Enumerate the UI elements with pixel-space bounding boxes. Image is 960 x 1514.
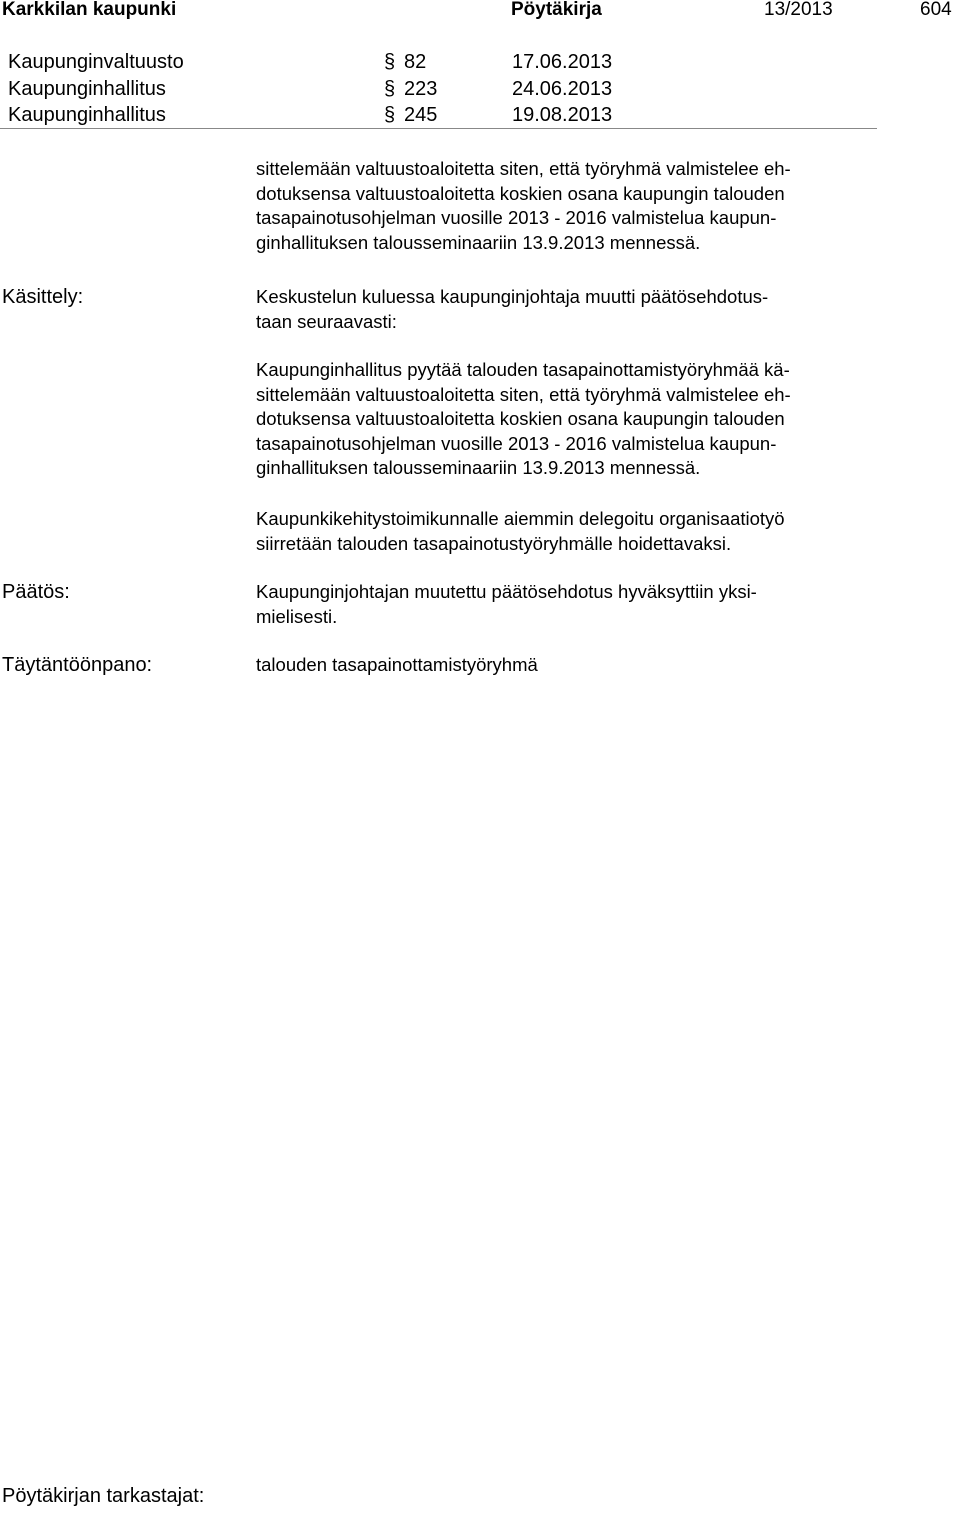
text-line: talouden tasapainottamistyöryhmä [256, 654, 538, 675]
intro-paragraph [256, 157, 896, 255]
text-line: Kaupunkikehitystoimikunnalle aiemmin delegoitu organisaatiotyö [256, 508, 785, 529]
text-line: taan seuraavasti: [256, 310, 397, 332]
text-line: ginhallituksen talousseminaariin 13.9.2013 mennessä. [256, 457, 701, 478]
page-number: 604 [920, 0, 952, 20]
reference-date: 17.06.2013 [512, 51, 613, 73]
section-symbol-icon: § [384, 51, 396, 73]
footer-inspectors-label: Pöytäkirjan tarkastajat: [2, 1485, 205, 1507]
paatos-label: Päätös: [2, 581, 70, 603]
text-line: Keskustelun kuluessa kaupunginjohtaja muutti päätösehdotus- [256, 286, 769, 307]
reference-number: 223 [404, 78, 438, 100]
text-line: Kaupunginhallitus pyytää talouden tasapainottamistyöryhmää kä- [256, 359, 790, 380]
kasittely-paragraph-3 [256, 507, 896, 556]
taytantoonpano-label: Täytäntöönpano: [2, 654, 153, 676]
kasittely-paragraph-2 [256, 358, 896, 481]
reference-body: Kaupunginvaltuusto [8, 51, 184, 73]
header-divider [0, 128, 877, 129]
organization-name: Karkkilan kaupunki [2, 0, 177, 20]
text-line: siirretään talouden tasapainotustyöryhmälle hoidettavaksi. [256, 532, 732, 554]
kasittely-label: Käsittely: [2, 286, 84, 308]
text-line: dotuksensa valtuustoaloitetta koskien osana kaupungin talouden [256, 408, 785, 429]
reference-date: 19.08.2013 [512, 104, 613, 126]
reference-number: 245 [404, 104, 438, 126]
taytantoonpano-text [256, 653, 896, 678]
reference-body: Kaupunginhallitus [8, 104, 166, 126]
text-line: mielisesti. [256, 605, 338, 627]
kasittely-paragraph-1 [256, 285, 896, 334]
issue-number: 13/2013 [764, 0, 833, 20]
reference-date: 24.06.2013 [512, 78, 613, 100]
reference-body: Kaupunginhallitus [8, 78, 166, 100]
text-line: ginhallituksen talousseminaariin 13.9.2013 mennessä. [256, 231, 701, 253]
reference-number: 82 [404, 51, 427, 73]
section-symbol-icon: § [384, 104, 396, 126]
document-type: Pöytäkirja [511, 0, 602, 20]
paatos-paragraph [256, 580, 896, 629]
section-symbol-icon: § [384, 78, 396, 100]
text-line: tasapainotusohjelman vuosille 2013 - 2016 valmistelua kaupun- [256, 207, 777, 228]
text-line: Kaupunginjohtajan muutettu päätösehdotus hyväksyttiin yksi- [256, 581, 757, 602]
text-line: sittelemään valtuustoaloitetta siten, että työryhmä valmistelee eh- [256, 383, 791, 405]
text-line: dotuksensa valtuustoaloitetta koskien osana kaupungin talouden [256, 182, 785, 204]
text-line: tasapainotusohjelman vuosille 2013 - 2016 valmistelua kaupun- [256, 432, 777, 454]
text-line: sittelemään valtuustoaloitetta siten, että työryhmä valmistelee eh- [256, 158, 791, 179]
